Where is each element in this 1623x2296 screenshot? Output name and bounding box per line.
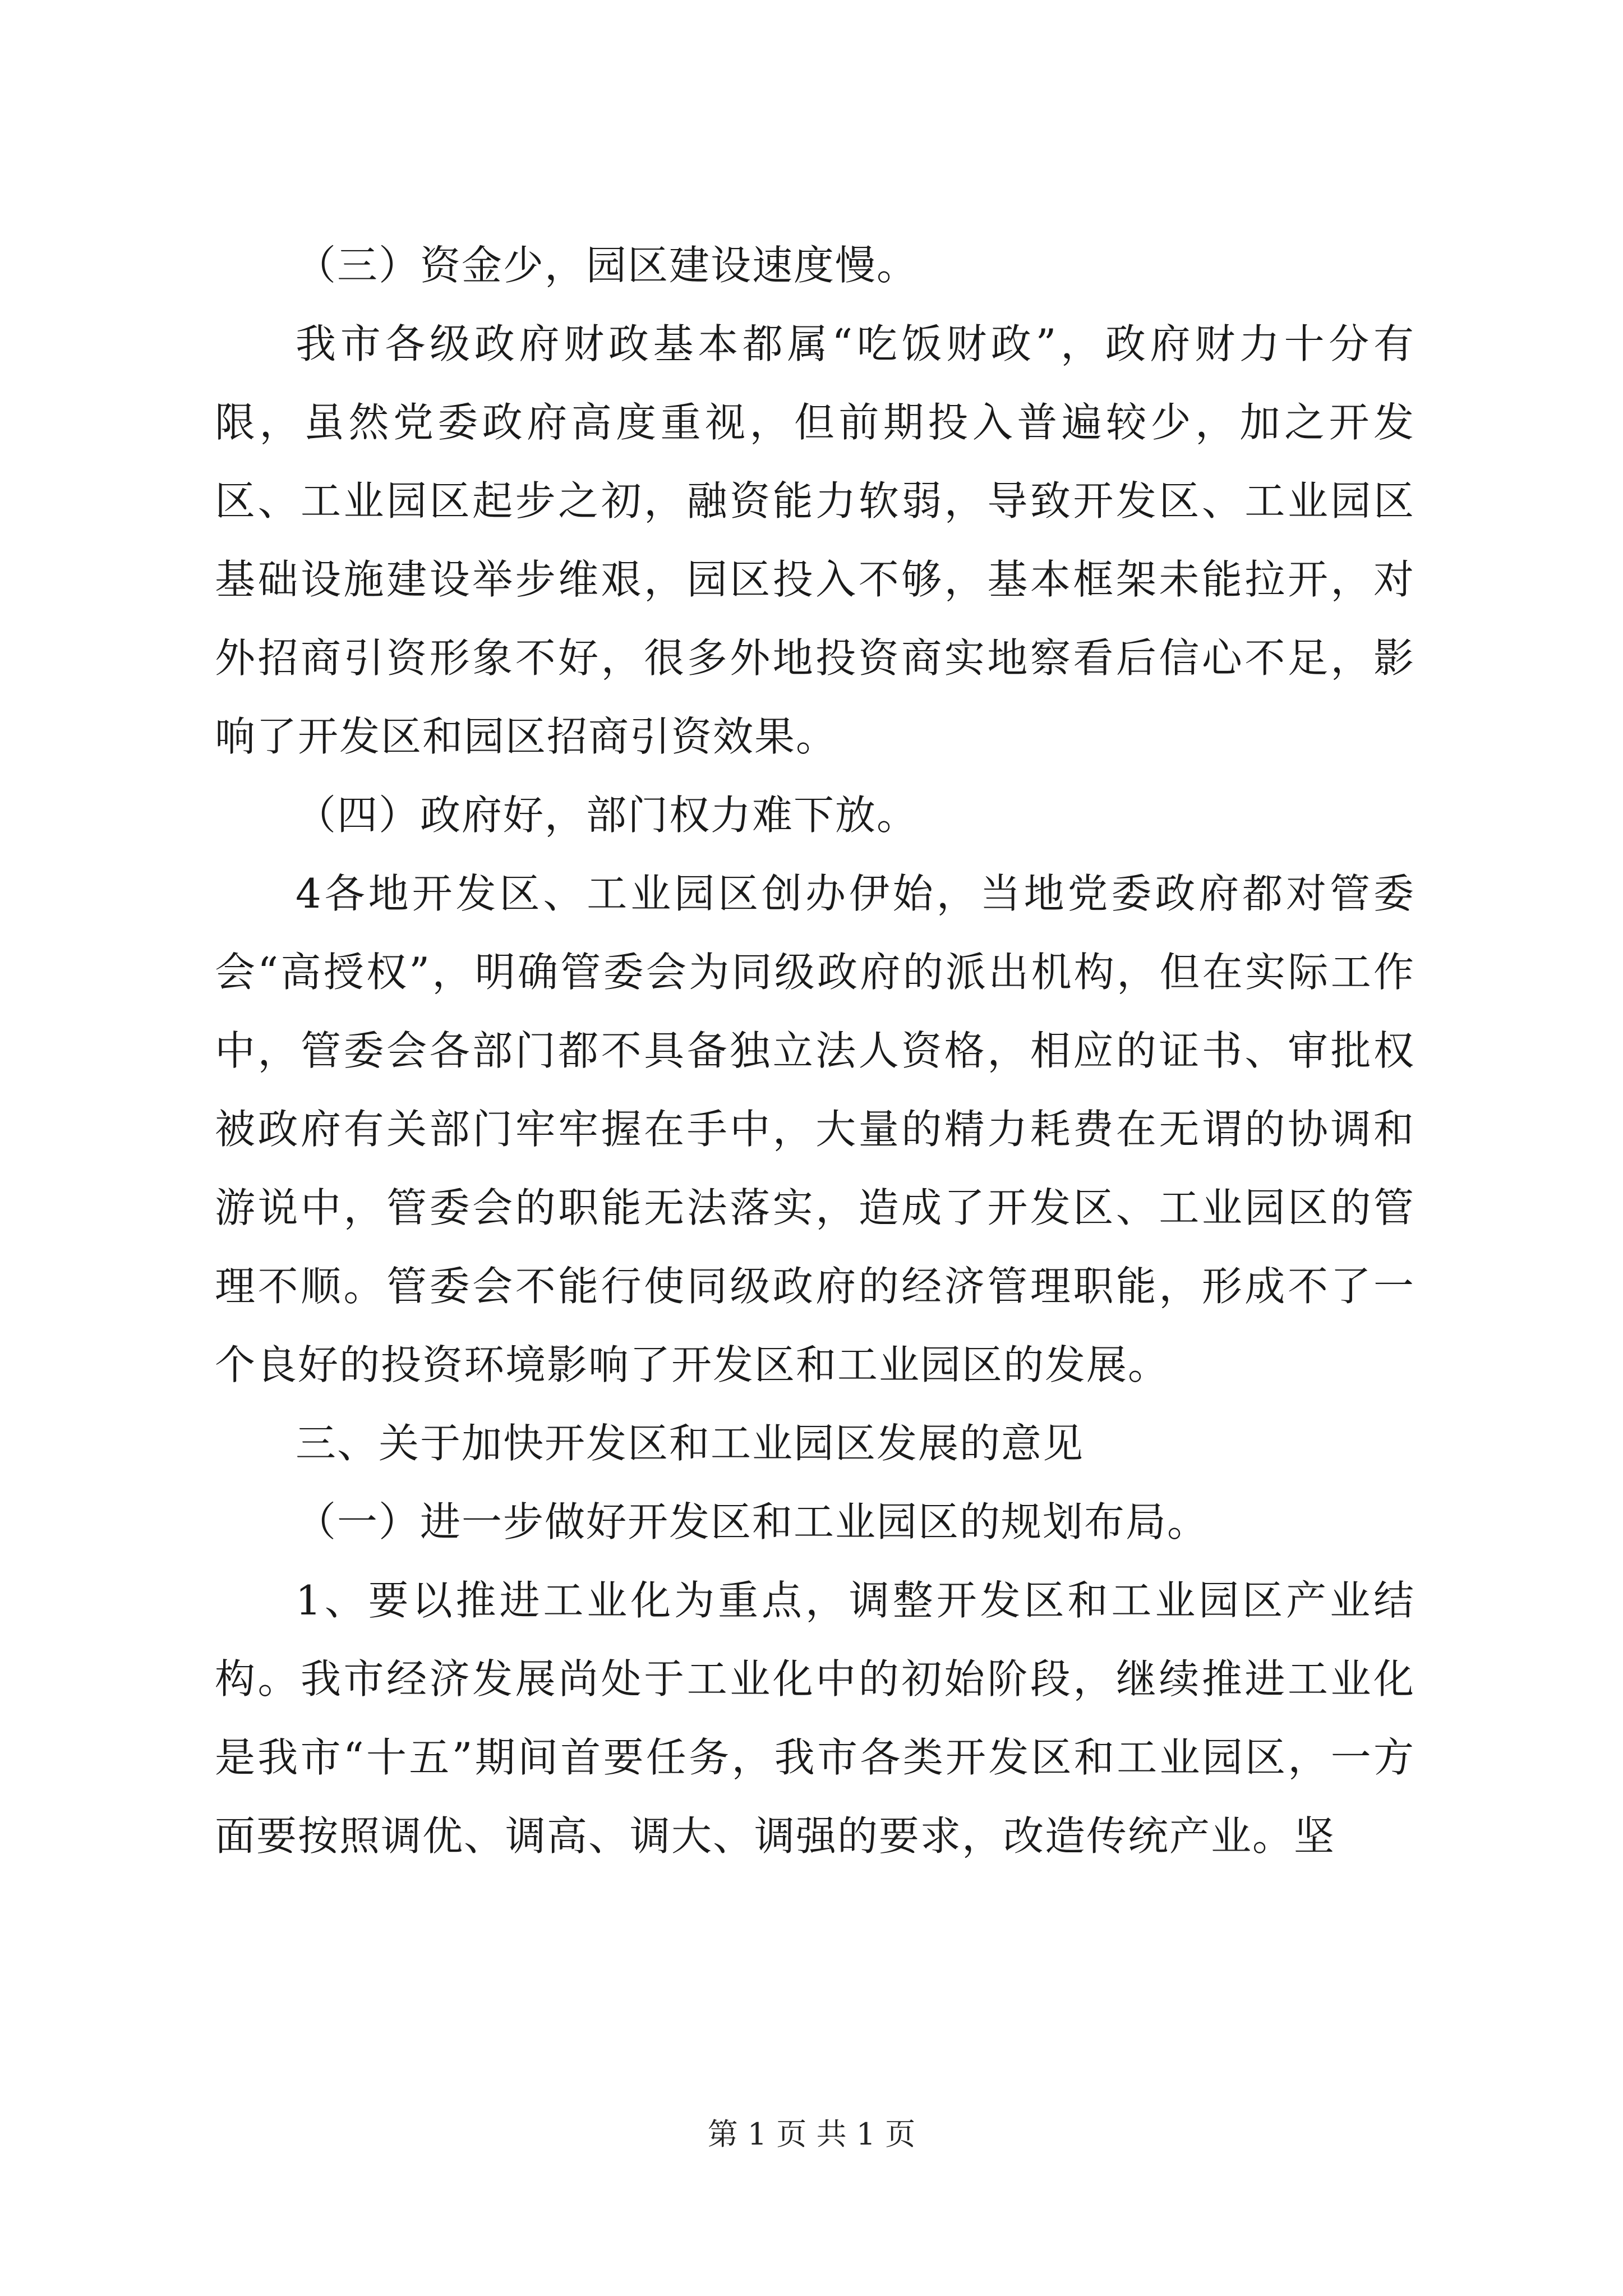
body-paragraph: 1、要以推进工业化为重点，调整开发区和工业园区产业结构。我市经济发展尚处于工业化中的初始阶段，继续推进工业化是我市“十五”期间首要任务，我市各类开发区和工业园区，一方面要按照调优、调高、调大、调强的要求，改造传统产业。坚 <box>215 1577 1415 1860</box>
body-paragraph: 4各地开发区、工业园区创办伊始，当地党委政府都对管委会“高授权”，明确管委会为同级政府的派出机构，但在实际工作中，管委会各部门都不具备独立法人资格，相应的证书、审批权被政府有关部门牢牢握在手中，大量的精力耗费在无谓的协调和游说中，管委会的职能无法落实，造成了开发区、工业园区的管理不顺。管委会不能行使同级政府的经济管理职能，形成不了一个良好的投资环境影响了开发区和工业园区的发展。 <box>215 870 1415 1388</box>
document-body <box>215 226 1415 1875</box>
chapter-heading-3: 三、关于加快开发区和工业园区发展的意见 <box>296 1420 1085 1467</box>
body-paragraph: 我市各级政府财政基本都属“吃饭财政”，政府财力十分有限，虽然党委政府高度重视，但前期投入普遍较少，加之开发区、工业园区起步之初，融资能力软弱，导致开发区、工业园区基础设施建设举步维艰，园区投入不够，基本框架未能拉开，对外招商引资形象不好，很多外地投资商实地察看后信心不足，影响了开发区和园区招商引资效果。 <box>215 320 1415 760</box>
section-heading-3: （三）资金少，园区建设速度慢。 <box>296 242 919 289</box>
page-footer: 第 1 页 共 1 页 <box>707 2116 916 2152</box>
section-heading-1: （一）进一步做好开发区和工业园区的规划布局。 <box>296 1498 1209 1545</box>
section-heading-4: （四）政府好，部门权力难下放。 <box>296 792 919 839</box>
